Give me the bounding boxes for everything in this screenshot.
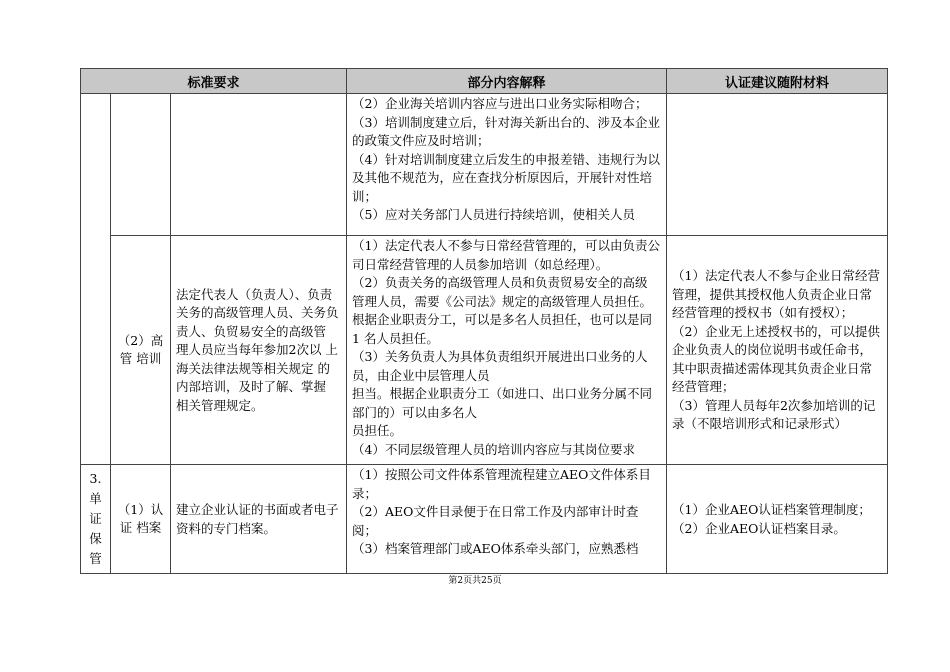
explain-text: （1）法定代表人不参与日常经营管理的，可以由负责公 司日常经营管理的人员参加培训（如总经理）。 （2）负责关务的高级管理人员和负责贸易安全的高级 管理人员，需要《公司法》规定的高级管理人员担任。 根据企业职责分工，可以是多名人员担任，也可以是同 1 名人员担任。 （3）关务负责人为具体负责组织开展进出口业务的人 员，由企业中层管理人员 担当。根据企业职责分工（如进口、出口业务分属不同 部门的）可以由多名人 员担任。 （4）不同层级管理人员的培训内容应与其岗位要求: [352, 238, 660, 457]
section-cell: [81, 465, 111, 574]
requirement-text: 建立企业认证的书面或者电子资料的专门档案。: [176, 502, 339, 536]
standards-table: [80, 68, 888, 574]
page-number-footer: 第2页共25页: [448, 576, 502, 586]
materials-cell: [667, 236, 888, 465]
explain-cell: [347, 236, 667, 465]
materials-cell-empty: [667, 94, 888, 236]
row-label-executive-training: （2）高管 培训: [117, 332, 164, 366]
row-label-certification-archive: （1）认证 档案: [117, 501, 164, 535]
label-cell-empty: [111, 94, 171, 236]
requirement-text: 法定代表人（负责人）、负责 关务的高级管理人员、关务负 责人、负贸易安全的高级管 理人员应当每年参加2次以 上海关法律法规等相关规定 的内部培训，及时了解、掌握 相关管理规定。: [176, 286, 343, 413]
section-cell-empty: [81, 94, 111, 465]
materials-text: （1）法定代表人不参与企业日常经营 管理，提供其授权他人负责企业日常 经营管理的授权书（如有授权）； （2）企业无上述授权书的，可以提供 企业负责人的岗位说明书或任命书， 其中职责描述需体现其负责企业日常 经营管理； （3）管理人员每年2次参加培训的记 录（不限培训形式和记录形式）: [672, 268, 880, 432]
explain-cell: [347, 94, 667, 236]
section-label-document-custody: 3. 单 证 保 管: [89, 471, 102, 566]
explain-cell: [347, 465, 667, 574]
materials-cell: [667, 465, 888, 574]
table-header-row: [81, 69, 888, 94]
label-cell: [111, 236, 171, 465]
header-standard-requirements: 标准要求: [81, 69, 347, 94]
explain-text: （1）按照公司文件体系管理流程建立AEO文件体系目 录； （2）AEO文件目录便于在日常工作及内部审计时查阅； （3）档案管理部门或AEO体系牵头部门，应熟悉档: [352, 467, 651, 556]
header-content-explanation: 部分内容解释: [347, 69, 667, 94]
table-row: [81, 94, 888, 236]
materials-text: （1）企业AEO认证档案管理制度； （2）企业AEO认证档案目录。: [672, 502, 871, 536]
table-row: [81, 465, 888, 574]
explain-text: （2）企业海关培训内容应与进出口业务实际相吻合； （3）培训制度建立后，针对海关新出台的、涉及本企业 的政策文件应及时培训； （4）针对培训制度建立后发生的申报差错、违规行为以 及其他不规范为，应在查找分析原因后，开展针对性培 训； （5）应对关务部门人员进行持续培训，使相关人员: [352, 96, 660, 222]
requirement-cell: [171, 236, 347, 465]
requirement-cell: [171, 465, 347, 574]
table-row: [81, 236, 888, 465]
header-supporting-materials: 认证建议随附材料: [667, 69, 888, 94]
label-cell: [111, 465, 171, 574]
requirement-cell-empty: [171, 94, 347, 236]
